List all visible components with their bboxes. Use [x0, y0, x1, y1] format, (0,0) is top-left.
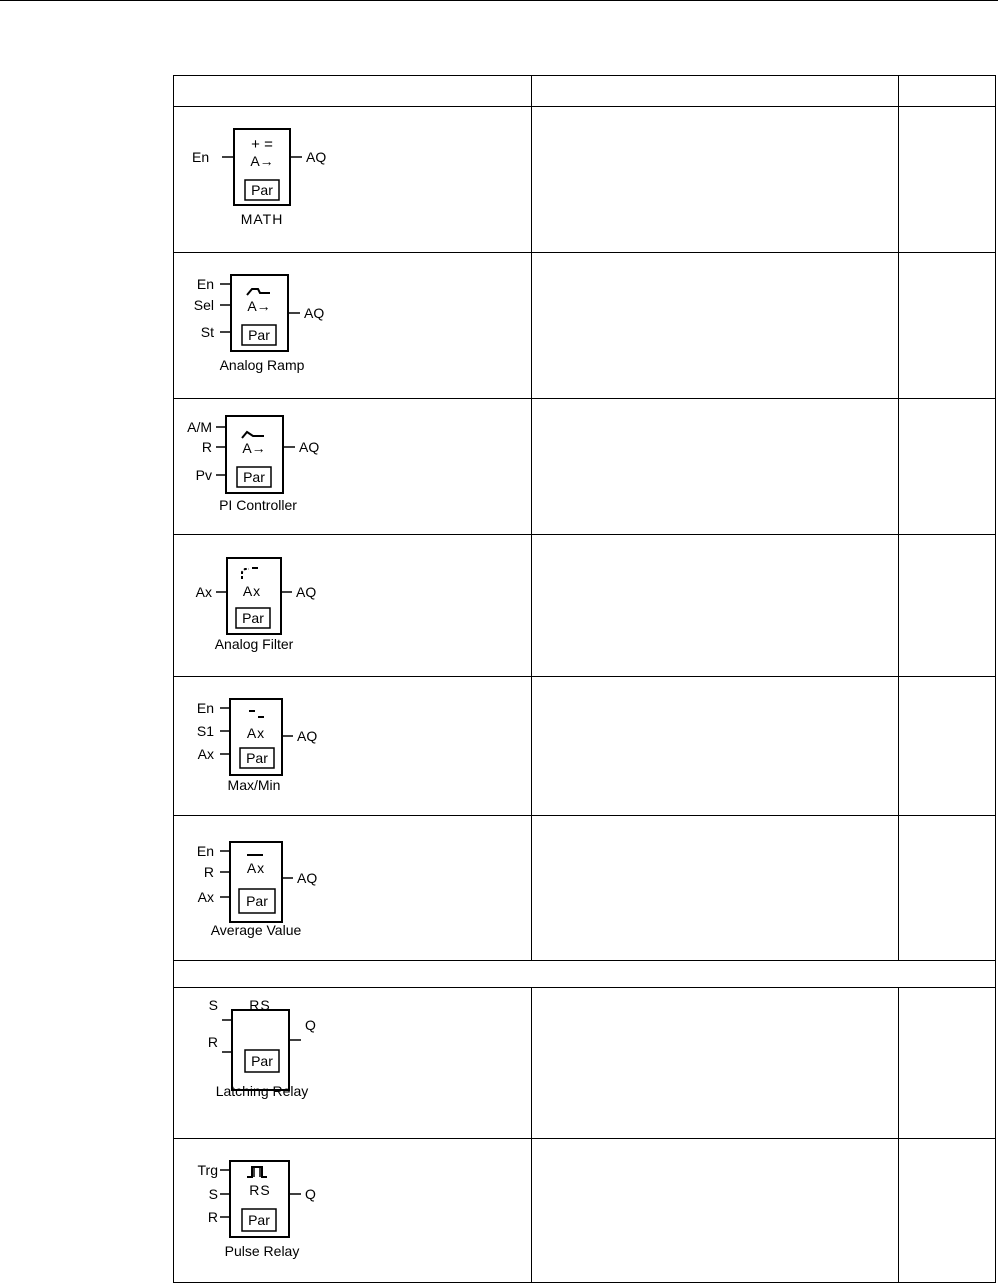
block-diagram-cell: [174, 253, 532, 399]
par-label: Par: [251, 182, 273, 198]
pulse-relay-block-diagram: [174, 1139, 530, 1277]
input-label: R: [207, 1209, 218, 1225]
reference-cell: [899, 253, 996, 399]
pi-controller-block-diagram: [174, 399, 530, 529]
reference-cell: [899, 535, 996, 677]
filter-step-icon: [242, 569, 249, 579]
input-label: R: [201, 439, 212, 455]
description-cell: [532, 988, 899, 1139]
pulse-icon: [247, 1167, 267, 1177]
header-cell-1: [174, 76, 532, 107]
block-diagram-cell: [174, 535, 532, 677]
input-label: Ax: [197, 746, 214, 762]
description-cell: [532, 1139, 899, 1283]
table-row: [174, 1139, 996, 1283]
analog-filter-block-diagram: [174, 535, 530, 671]
function-label: Ax: [246, 725, 266, 741]
block-name: Analog Filter: [214, 636, 294, 652]
reference-cell: [899, 988, 996, 1139]
header-cell-3: [899, 76, 996, 107]
max-min-block-diagram: [174, 677, 530, 810]
math-symbol-icon: + =: [251, 136, 273, 153]
section-title: [174, 961, 996, 988]
input-label: En: [196, 276, 214, 292]
par-label: Par: [246, 893, 268, 909]
block-name: MATH: [240, 211, 284, 227]
section-header-row: [174, 961, 996, 988]
description-cell: [532, 677, 899, 816]
input-label: S1: [196, 723, 214, 739]
output-label: AQ: [299, 439, 320, 455]
output-label: Q: [305, 1186, 316, 1202]
table-row: [174, 988, 996, 1139]
table-row: [174, 677, 996, 816]
table-row: [174, 399, 996, 535]
output-label: Q: [305, 1017, 316, 1033]
function-label: A→: [247, 298, 271, 314]
input-label: En: [192, 149, 210, 165]
function-label: Ax: [242, 583, 262, 599]
analog-ramp-block-diagram: [174, 253, 530, 393]
block-name: Pulse Relay: [224, 1243, 300, 1259]
reference-cell: [899, 677, 996, 816]
input-label: S: [208, 1186, 218, 1202]
block-name: Analog Ramp: [219, 357, 305, 373]
par-label: Par: [243, 469, 265, 485]
table-row: [174, 535, 996, 677]
input-label: Trg: [197, 1162, 218, 1178]
par-label: Par: [242, 610, 264, 626]
block-diagram-cell: [174, 1139, 532, 1283]
reference-cell: [899, 816, 996, 961]
input-label: Pv: [195, 467, 212, 483]
block-name: Latching Relay: [215, 1083, 309, 1099]
output-label: AQ: [306, 149, 327, 165]
reference-cell: [899, 1139, 996, 1283]
input-label: R: [203, 864, 214, 880]
average-value-block-diagram: [174, 816, 530, 955]
block-diagram-cell: [174, 399, 532, 535]
latching-relay-block-diagram: [174, 988, 530, 1133]
par-label: Par: [246, 750, 268, 766]
input-label: Ax: [195, 584, 212, 600]
block-name: PI Controller: [219, 497, 297, 513]
table-row: [174, 816, 996, 961]
ramp-icon: [247, 289, 270, 295]
description-cell: [532, 535, 899, 677]
block-name: Max/Min: [227, 777, 281, 793]
block-diagram-cell: [174, 988, 532, 1139]
function-label: A→: [242, 440, 266, 456]
function-block-table: [173, 75, 996, 1283]
math-block-diagram: [174, 107, 530, 247]
output-label: AQ: [297, 728, 318, 744]
header-cell-2: [532, 76, 899, 107]
table-row: [174, 253, 996, 399]
output-label: AQ: [297, 870, 318, 886]
reference-cell: [899, 399, 996, 535]
table-header-row: [174, 76, 996, 107]
output-label: AQ: [296, 584, 317, 600]
page-top-rule: [0, 0, 998, 1]
block-name: Average Value: [210, 922, 302, 938]
function-label: RS: [249, 997, 271, 1013]
input-label: Sel: [193, 297, 214, 313]
block-diagram-cell: [174, 816, 532, 961]
input-label: En: [196, 843, 214, 859]
input-label: En: [196, 700, 214, 716]
table-row: [174, 107, 996, 253]
description-cell: [532, 107, 899, 253]
input-label: S: [208, 997, 218, 1013]
description-cell: [532, 399, 899, 535]
reference-cell: [899, 107, 996, 253]
description-cell: [532, 253, 899, 399]
input-label: A/M: [187, 419, 212, 435]
pi-curve-icon: [242, 432, 264, 438]
function-label: Ax: [246, 860, 266, 876]
par-label: Par: [251, 1053, 273, 1069]
output-label: AQ: [304, 305, 325, 321]
description-cell: [532, 816, 899, 961]
function-label: A→: [250, 153, 274, 169]
input-label: R: [207, 1034, 218, 1050]
input-label: St: [200, 324, 214, 340]
block-diagram-cell: [174, 107, 532, 253]
input-label: Ax: [197, 889, 214, 905]
block-diagram-cell: [174, 677, 532, 816]
par-label: Par: [248, 327, 270, 343]
function-label: RS: [249, 1182, 271, 1198]
par-label: Par: [248, 1212, 270, 1228]
